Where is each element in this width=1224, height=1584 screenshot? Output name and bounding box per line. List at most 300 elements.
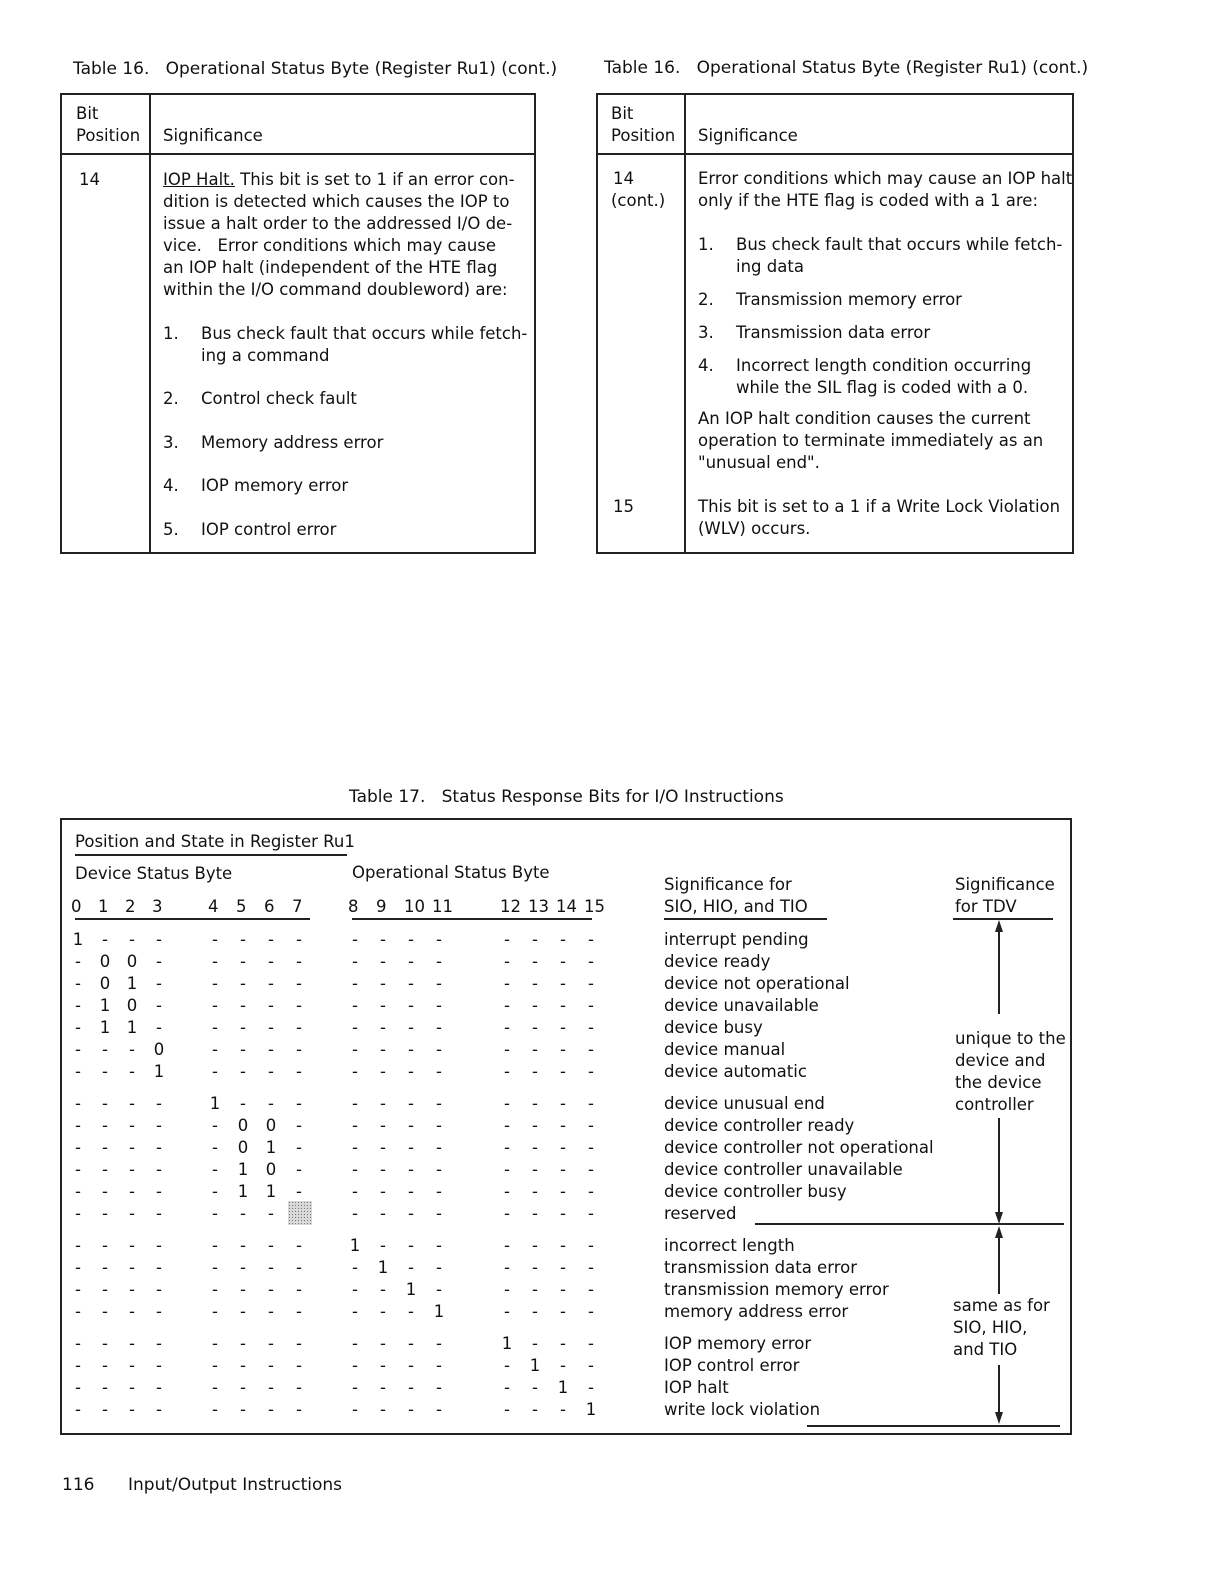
bit-dash: - bbox=[532, 930, 538, 949]
desc-line-4: vice. Error conditions which may cause bbox=[163, 236, 497, 255]
bit-dash: - bbox=[75, 1116, 81, 1135]
bit-dash: - bbox=[436, 1280, 442, 1299]
bit-dash: - bbox=[588, 1018, 594, 1037]
arrow-down-icon bbox=[995, 1412, 1003, 1424]
bit-dash: - bbox=[380, 1062, 386, 1081]
bit-dash: - bbox=[129, 1356, 135, 1375]
bit-dash: - bbox=[156, 1400, 162, 1419]
bit-dash: - bbox=[380, 1138, 386, 1157]
bit-value: 1 bbox=[126, 974, 138, 993]
significance-text: interrupt pending bbox=[664, 930, 809, 949]
bit-dash: - bbox=[588, 1378, 594, 1397]
significance-text: device controller unavailable bbox=[664, 1160, 903, 1179]
bit-dash: - bbox=[240, 1258, 246, 1277]
bit-dash: - bbox=[380, 1334, 386, 1353]
bit-dash: - bbox=[560, 1116, 566, 1135]
bit-dash: - bbox=[75, 996, 81, 1015]
bit-dash: - bbox=[436, 1094, 442, 1113]
bit-dash: - bbox=[436, 1400, 442, 1419]
bit-dash: - bbox=[588, 1062, 594, 1081]
bit-dash: - bbox=[129, 1280, 135, 1299]
tdv-note-line: device and bbox=[955, 1051, 1046, 1070]
sig-tdv-header-line1: Significance bbox=[955, 875, 1055, 894]
bit-dash: - bbox=[408, 1400, 414, 1419]
bit-dash: - bbox=[212, 1334, 218, 1353]
bit-value: 1 bbox=[153, 1062, 165, 1081]
significance-text: device busy bbox=[664, 1018, 763, 1037]
bit-dash: - bbox=[240, 1204, 246, 1223]
bit-dash: - bbox=[560, 1018, 566, 1037]
bit-dash: - bbox=[560, 996, 566, 1015]
bit-dash: - bbox=[268, 1236, 274, 1255]
column-divider bbox=[149, 95, 151, 552]
table16-right-caption: Table 16. Operational Status Byte (Register Ru1) (cont.) bbox=[604, 58, 1089, 78]
bit-dash: - bbox=[560, 1258, 566, 1277]
bit-dash: - bbox=[102, 930, 108, 949]
desc-line-5: an IOP halt (independent of the HTE flag bbox=[163, 258, 498, 277]
page-number: 116 bbox=[62, 1475, 95, 1495]
bit-dash: - bbox=[560, 1062, 566, 1081]
bit-position-14: 14 bbox=[79, 170, 100, 189]
bit-number-header: 1 bbox=[98, 897, 109, 916]
bit-dash: - bbox=[352, 1378, 358, 1397]
bit-dash: - bbox=[156, 1334, 162, 1353]
bit-value: 0 bbox=[153, 1040, 165, 1059]
bit-dash: - bbox=[436, 1062, 442, 1081]
bit-dash: - bbox=[504, 1236, 510, 1255]
bit-dash: - bbox=[532, 1040, 538, 1059]
tdv-note-line: the device bbox=[955, 1073, 1042, 1092]
bit-dash: - bbox=[408, 1302, 414, 1321]
wlv-line-2: (WLV) occurs. bbox=[698, 519, 811, 538]
bit-dash: - bbox=[504, 1160, 510, 1179]
significance-text: device ready bbox=[664, 952, 771, 971]
bit-dash: - bbox=[560, 1160, 566, 1179]
bit-dash: - bbox=[408, 1160, 414, 1179]
bit-dash: - bbox=[588, 1138, 594, 1157]
bit-number-header: 9 bbox=[376, 897, 387, 916]
bit-dash: - bbox=[268, 1040, 274, 1059]
bit-dash: - bbox=[212, 1204, 218, 1223]
significance-text: write lock violation bbox=[664, 1400, 821, 1419]
bit-dash: - bbox=[268, 1356, 274, 1375]
bit-dash: - bbox=[240, 1094, 246, 1113]
significance-text: device not operational bbox=[664, 974, 850, 993]
bit-dash: - bbox=[532, 1018, 538, 1037]
bit-dash: - bbox=[436, 1236, 442, 1255]
bit-value: 0 bbox=[126, 996, 138, 1015]
bit-dash: - bbox=[408, 1138, 414, 1157]
bit-dash: - bbox=[504, 1094, 510, 1113]
bit-dash: - bbox=[156, 974, 162, 993]
bit-dash: - bbox=[560, 1040, 566, 1059]
significance-text: incorrect length bbox=[664, 1236, 795, 1255]
bit-dash: - bbox=[352, 1040, 358, 1059]
bit-number-header: 12 bbox=[500, 897, 521, 916]
bit-dash: - bbox=[588, 1204, 594, 1223]
tdv-note-line: and TIO bbox=[953, 1340, 1018, 1359]
bit-dash: - bbox=[240, 1280, 246, 1299]
bit-dash: - bbox=[129, 1040, 135, 1059]
bit-dash: - bbox=[129, 1062, 135, 1081]
bit-dash: - bbox=[408, 1018, 414, 1037]
bit-dash: - bbox=[588, 1356, 594, 1375]
bit-dash: - bbox=[212, 1062, 218, 1081]
significance-text: device controller not operational bbox=[664, 1138, 934, 1157]
bit-dash: - bbox=[504, 1280, 510, 1299]
bit-dash: - bbox=[588, 1160, 594, 1179]
bit-dash: - bbox=[380, 1400, 386, 1419]
bit-value: 0 bbox=[265, 1116, 277, 1135]
bit-dash: - bbox=[240, 1378, 246, 1397]
bit-dash: - bbox=[212, 1182, 218, 1201]
bit-value: 1 bbox=[99, 996, 111, 1015]
bit-dash: - bbox=[129, 1204, 135, 1223]
bit-dash: - bbox=[588, 1334, 594, 1353]
tdv-note-line: same as for bbox=[953, 1296, 1050, 1315]
bit-dash: - bbox=[532, 1378, 538, 1397]
bit-dash: - bbox=[436, 1204, 442, 1223]
bit-value: 1 bbox=[433, 1302, 445, 1321]
bit-dash: - bbox=[102, 1236, 108, 1255]
bit-dash: - bbox=[296, 1182, 302, 1201]
desc-line-2: dition is detected which causes the IOP to bbox=[163, 192, 510, 211]
bit-dash: - bbox=[268, 1378, 274, 1397]
table16-right: Bit Position Significance 14 (cont.) Error conditions which may cause an IOP halt only if the HTE flag is coded with a 1 are: 1. Bus check fault that occurs while fetch- ing data 2. Transmission memory error 3. Transmission data error 4. Incorrect length condition occurring while the SIL flag is coded with a 0. An IOP halt condition causes the current operation to terminate immediately as an "unusual end". 15 This bit is set to a 1 if a Write Lock Violation (WLV) occurs. bbox=[596, 93, 1074, 554]
bit-dash: - bbox=[212, 1116, 218, 1135]
bit-dash: - bbox=[560, 1236, 566, 1255]
bit-dash: - bbox=[352, 952, 358, 971]
bit-dash: - bbox=[352, 974, 358, 993]
bit-dash: - bbox=[75, 1334, 81, 1353]
bit-dash: - bbox=[588, 1236, 594, 1255]
arrow-down-icon bbox=[995, 1212, 1003, 1224]
bit-dash: - bbox=[296, 1018, 302, 1037]
significance-text: IOP control error bbox=[664, 1356, 800, 1375]
intro-line-1: Error conditions which may cause an IOP halt bbox=[698, 169, 1073, 188]
bit-header-line2: Position bbox=[76, 126, 141, 145]
desc-line-3: issue a halt order to the addressed I/O de- bbox=[163, 214, 513, 233]
iop-halt-description bbox=[163, 169, 515, 191]
bit-dash: - bbox=[129, 1160, 135, 1179]
bit-value: 0 bbox=[265, 1160, 277, 1179]
bit-dash: - bbox=[352, 1116, 358, 1135]
bit-dash: - bbox=[156, 1236, 162, 1255]
bit-dash: - bbox=[129, 1302, 135, 1321]
bit-number-header: 4 bbox=[208, 897, 219, 916]
bit-dash: - bbox=[352, 1302, 358, 1321]
bit-dash: - bbox=[102, 1040, 108, 1059]
bit-number-header: 13 bbox=[528, 897, 549, 916]
sig-tdv-header-line2: for TDV bbox=[955, 897, 1017, 916]
bit-dash: - bbox=[436, 1116, 442, 1135]
bit-dash: - bbox=[532, 996, 538, 1015]
bit-dash: - bbox=[560, 1400, 566, 1419]
bit-dash: - bbox=[240, 1236, 246, 1255]
significance-text: device manual bbox=[664, 1040, 786, 1059]
bit-dash: - bbox=[102, 1062, 108, 1081]
bit-dash: - bbox=[268, 1204, 274, 1223]
bit-dash: - bbox=[588, 974, 594, 993]
bit-dash: - bbox=[408, 996, 414, 1015]
bit-dash: - bbox=[240, 1018, 246, 1037]
bit-dash: - bbox=[75, 1094, 81, 1113]
bit-dash: - bbox=[588, 930, 594, 949]
bit-dash: - bbox=[212, 1302, 218, 1321]
bit-dash: - bbox=[240, 930, 246, 949]
bit-number-header: 11 bbox=[432, 897, 453, 916]
underline bbox=[664, 918, 827, 920]
bit-dash: - bbox=[102, 1182, 108, 1201]
bit-value: 0 bbox=[99, 974, 111, 993]
bit-dash: - bbox=[504, 1302, 510, 1321]
bit-dash: - bbox=[352, 1138, 358, 1157]
bit-header-line2: Position bbox=[611, 126, 676, 145]
bit-dash: - bbox=[436, 974, 442, 993]
bit-number-header: 15 bbox=[584, 897, 605, 916]
bit-value: 1 bbox=[529, 1356, 541, 1375]
significance-text: transmission memory error bbox=[664, 1280, 889, 1299]
bit-dash: - bbox=[75, 1018, 81, 1037]
bit-dash: - bbox=[212, 996, 218, 1015]
bit-dash: - bbox=[240, 1062, 246, 1081]
bit-dash: - bbox=[296, 1356, 302, 1375]
bit-dash: - bbox=[75, 1062, 81, 1081]
bit-dash: - bbox=[436, 1160, 442, 1179]
bit-dash: - bbox=[352, 1258, 358, 1277]
bit-dash: - bbox=[560, 930, 566, 949]
significance-text: device controller ready bbox=[664, 1116, 855, 1135]
bit-dash: - bbox=[504, 930, 510, 949]
group-separator bbox=[755, 1223, 1064, 1225]
bit-dash: - bbox=[75, 974, 81, 993]
bit-dash: - bbox=[560, 1204, 566, 1223]
bit-dash: - bbox=[268, 1062, 274, 1081]
bit-dash: - bbox=[129, 930, 135, 949]
bit-value: 1 bbox=[265, 1138, 277, 1157]
bit-position-15: 15 bbox=[613, 497, 634, 516]
bit-dash: - bbox=[408, 1378, 414, 1397]
bit-dash: - bbox=[408, 1356, 414, 1375]
outro-line-1: An IOP halt condition causes the current bbox=[698, 409, 1031, 428]
bit-dash: - bbox=[296, 1040, 302, 1059]
bit-dash: - bbox=[436, 1378, 442, 1397]
outro-line-3: "unusual end". bbox=[698, 453, 820, 472]
bit-dash: - bbox=[380, 1378, 386, 1397]
bit-dash: - bbox=[504, 1040, 510, 1059]
bit-dash: - bbox=[436, 1138, 442, 1157]
significance-header: Significance bbox=[163, 126, 263, 145]
bit-dash: - bbox=[296, 1236, 302, 1255]
bit-dash: - bbox=[296, 1138, 302, 1157]
bit-dash: - bbox=[296, 1258, 302, 1277]
bit-dash: - bbox=[240, 974, 246, 993]
bit-dash: - bbox=[212, 1258, 218, 1277]
bit-number-header: 5 bbox=[236, 897, 247, 916]
bit-dash: - bbox=[156, 1182, 162, 1201]
bit-dash: - bbox=[504, 996, 510, 1015]
bit-dash: - bbox=[532, 1138, 538, 1157]
bit-dash: - bbox=[352, 1280, 358, 1299]
bit-dash: - bbox=[408, 1182, 414, 1201]
bit-dash: - bbox=[296, 930, 302, 949]
significance-text: device controller busy bbox=[664, 1182, 847, 1201]
bit-dash: - bbox=[352, 930, 358, 949]
bit-dash: - bbox=[129, 1116, 135, 1135]
bit-dash: - bbox=[408, 1062, 414, 1081]
reserved-shaded-cell bbox=[288, 1201, 312, 1225]
header-divider bbox=[598, 153, 1072, 155]
bit-dash: - bbox=[560, 974, 566, 993]
bit-dash: - bbox=[268, 952, 274, 971]
bit-dash: - bbox=[532, 1160, 538, 1179]
bit-dash: - bbox=[75, 1378, 81, 1397]
bit-dash: - bbox=[240, 996, 246, 1015]
bit-dash: - bbox=[268, 1018, 274, 1037]
bit-dash: - bbox=[75, 1138, 81, 1157]
bit-dash: - bbox=[532, 1182, 538, 1201]
bit-dash: - bbox=[212, 1018, 218, 1037]
underline bbox=[352, 918, 592, 920]
bit-dash: - bbox=[532, 1258, 538, 1277]
bit-dash: - bbox=[212, 1138, 218, 1157]
bit-dash: - bbox=[380, 1018, 386, 1037]
bit-dash: - bbox=[408, 1334, 414, 1353]
bit-dash: - bbox=[240, 1302, 246, 1321]
bit-dash: - bbox=[240, 1356, 246, 1375]
bit-value: 1 bbox=[126, 1018, 138, 1037]
bit-value: 1 bbox=[585, 1400, 597, 1419]
bit-dash: - bbox=[352, 1018, 358, 1037]
bit-value: 1 bbox=[209, 1094, 221, 1113]
bit-number-header: 8 bbox=[348, 897, 359, 916]
bit-dash: - bbox=[532, 952, 538, 971]
underline bbox=[75, 918, 310, 920]
bit-dash: - bbox=[436, 1182, 442, 1201]
bit-value: 0 bbox=[237, 1116, 249, 1135]
bit-dash: - bbox=[408, 1116, 414, 1135]
significance-header: Significance bbox=[698, 126, 798, 145]
bit-dash: - bbox=[408, 930, 414, 949]
bit-dash: - bbox=[156, 930, 162, 949]
bit-dash: - bbox=[75, 952, 81, 971]
bit-dash: - bbox=[268, 1400, 274, 1419]
bracket-line bbox=[998, 1118, 1000, 1214]
bit-dash: - bbox=[240, 1400, 246, 1419]
column-divider bbox=[684, 95, 686, 552]
bit-dash: - bbox=[588, 1280, 594, 1299]
bit-dash: - bbox=[352, 1062, 358, 1081]
bit-dash: - bbox=[408, 1040, 414, 1059]
bit-dash: - bbox=[75, 1258, 81, 1277]
sig-sio-header-line1: Significance for bbox=[664, 875, 792, 894]
sig-sio-header-line2: SIO, HIO, and TIO bbox=[664, 897, 808, 916]
bit-dash: - bbox=[504, 1400, 510, 1419]
bit-dash: - bbox=[296, 1280, 302, 1299]
bit-dash: - bbox=[240, 1334, 246, 1353]
bit-value: 1 bbox=[557, 1378, 569, 1397]
bit-dash: - bbox=[102, 1138, 108, 1157]
bit-dash: - bbox=[532, 1236, 538, 1255]
bit-dash: - bbox=[268, 1258, 274, 1277]
bit-dash: - bbox=[129, 1138, 135, 1157]
bit-value: 1 bbox=[237, 1160, 249, 1179]
bit-dash: - bbox=[560, 1356, 566, 1375]
desc-line-1: This bit is set to 1 if an error con- bbox=[240, 170, 515, 189]
bit-dash: - bbox=[129, 1182, 135, 1201]
bit-dash: - bbox=[436, 1040, 442, 1059]
bit-dash: - bbox=[75, 1204, 81, 1223]
bit-dash: - bbox=[352, 1334, 358, 1353]
device-status-byte-header: Device Status Byte bbox=[75, 864, 233, 883]
bit-dash: - bbox=[504, 1378, 510, 1397]
bit-dash: - bbox=[588, 952, 594, 971]
bit-position-14-cont-line1: 14 bbox=[613, 169, 634, 188]
bit-dash: - bbox=[560, 952, 566, 971]
bit-dash: - bbox=[212, 1160, 218, 1179]
significance-text: transmission data error bbox=[664, 1258, 858, 1277]
bit-dash: - bbox=[156, 1094, 162, 1113]
bit-dash: - bbox=[504, 1062, 510, 1081]
bit-dash: - bbox=[588, 1302, 594, 1321]
bit-dash: - bbox=[436, 952, 442, 971]
bit-dash: - bbox=[380, 1204, 386, 1223]
bit-dash: - bbox=[268, 996, 274, 1015]
bit-dash: - bbox=[212, 1400, 218, 1419]
bit-dash: - bbox=[588, 1258, 594, 1277]
bit-dash: - bbox=[588, 1094, 594, 1113]
bit-dash: - bbox=[296, 1378, 302, 1397]
table16-left: Bit Position Significance 14 IOP Halt. This bit is set to 1 if an error con- dition is detected which causes the IOP to issue a halt order to the addressed I/O de- vice. Error conditions which may cause an IOP halt (independent of the HTE flag within the I/O command doubleword) are: 1. Bus check fault that occurs while fetch- ing a command 2. Control check fault 3. Memory address error 4. IOP memory error 5. IOP control error bbox=[60, 93, 536, 554]
bit-dash: - bbox=[380, 1236, 386, 1255]
bit-dash: - bbox=[296, 1160, 302, 1179]
bit-dash: - bbox=[380, 1356, 386, 1375]
underline bbox=[75, 854, 347, 856]
bit-dash: - bbox=[504, 952, 510, 971]
bit-dash: - bbox=[408, 1236, 414, 1255]
bit-dash: - bbox=[408, 1258, 414, 1277]
bit-dash: - bbox=[268, 974, 274, 993]
bit-dash: - bbox=[352, 1160, 358, 1179]
bit-dash: - bbox=[156, 1138, 162, 1157]
bracket-line bbox=[998, 928, 1000, 1014]
bit-dash: - bbox=[129, 1378, 135, 1397]
bit-value: 0 bbox=[237, 1138, 249, 1157]
bit-dash: - bbox=[296, 1334, 302, 1353]
bit-dash: - bbox=[560, 1334, 566, 1353]
bit-dash: - bbox=[75, 1400, 81, 1419]
bit-dash: - bbox=[212, 1378, 218, 1397]
iop-halt-title: IOP Halt. bbox=[163, 170, 235, 189]
outro-line-2: operation to terminate immediately as an bbox=[698, 431, 1044, 450]
bit-dash: - bbox=[380, 1116, 386, 1135]
bit-dash: - bbox=[75, 1040, 81, 1059]
bit-value: 0 bbox=[126, 952, 138, 971]
bit-dash: - bbox=[504, 1138, 510, 1157]
bit-dash: - bbox=[129, 1400, 135, 1419]
bit-dash: - bbox=[296, 952, 302, 971]
bit-dash: - bbox=[380, 1280, 386, 1299]
bit-dash: - bbox=[268, 1302, 274, 1321]
bit-number-header: 3 bbox=[152, 897, 163, 916]
bit-dash: - bbox=[156, 1302, 162, 1321]
bit-header-line1: Bit bbox=[611, 104, 634, 123]
bit-dash: - bbox=[352, 1094, 358, 1113]
bit-dash: - bbox=[352, 996, 358, 1015]
table16-left-caption: Table 16. Operational Status Byte (Register Ru1) (cont.) bbox=[73, 59, 558, 79]
bit-dash: - bbox=[156, 1018, 162, 1037]
bit-number-header: 7 bbox=[292, 897, 303, 916]
